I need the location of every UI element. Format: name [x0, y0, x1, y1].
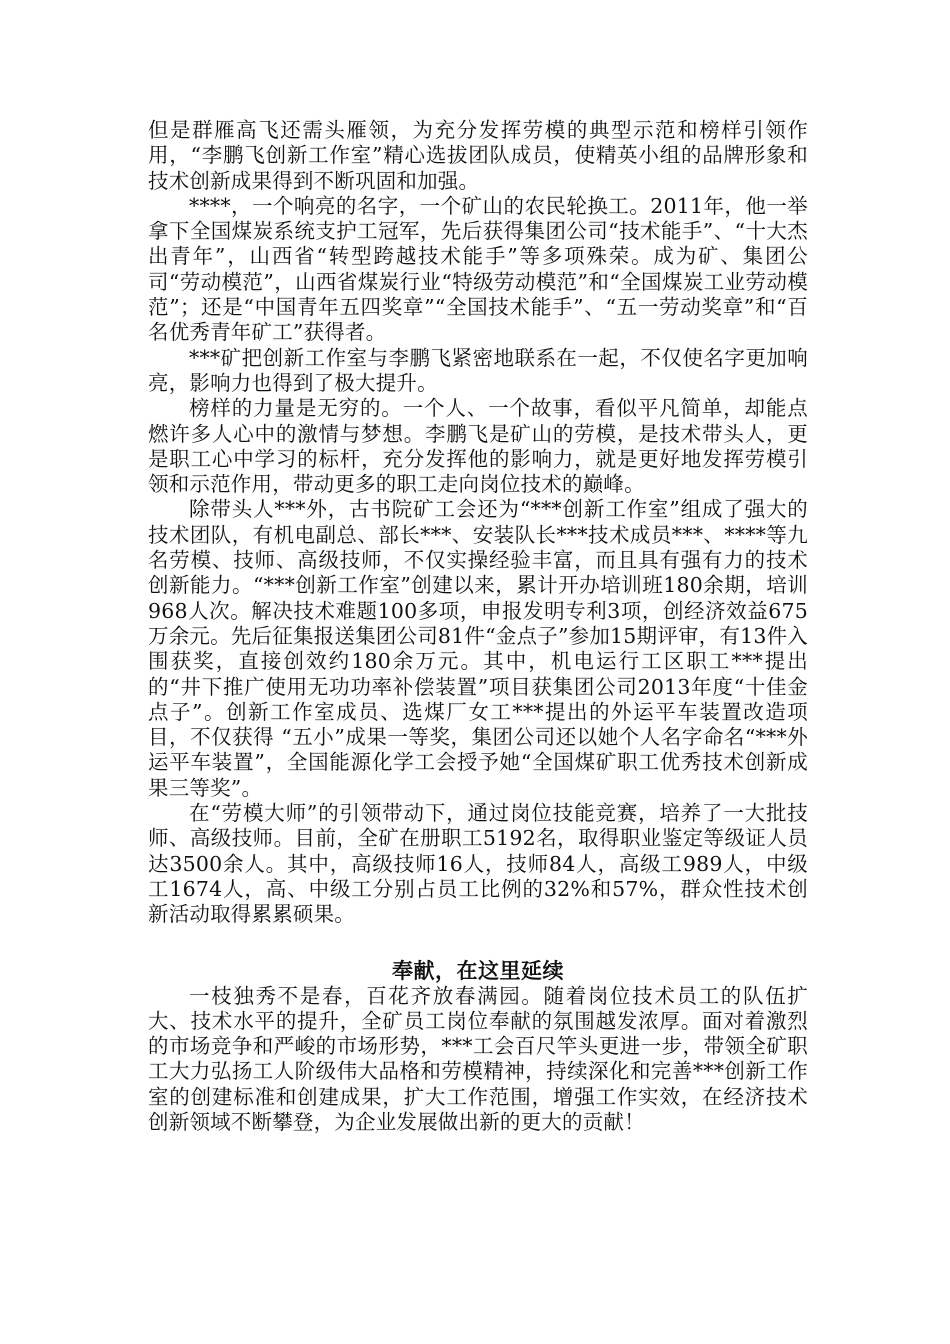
paragraph-skills-results: 在“劳模大师”的引领带动下，通过岗位技能竞赛，培养了一大批技师、高级技师。目前，全矿在册职工5192名，取得职业鉴定等级证人员达3500余人。其中，高级技师16人，技师84人，高级工989人，中级工1674人，高、中级工分别占员工比例的32%和57%，群众性技术创新活动取得累累硕果。: [148, 801, 808, 927]
document-page: [148, 118, 808, 1135]
paragraph-studio-link: ***矿把创新工作室与李鹏飞紧密地联系在一起，不仅使名字更加响亮，影响力也得到了极大提升。: [148, 345, 808, 395]
paragraph-dedication: 一枝独秀不是春，百花齐放春满园。随着岗位技术员工的队伍扩大、技术水平的提升，全矿员工岗位奉献的氛围越发浓厚。面对着激烈的市场竞争和严峻的市场形势，***工会百尺竿头更进一步，带领全矿职工大力弘扬工人阶级伟大品格和劳模精神，持续深化和完善***创新工作室的创建标准和创建成果，扩大工作范围，增强工作实效，在经济技术创新领域不断攀登，为企业发展做出新的更大的贡献！: [148, 983, 808, 1134]
section-title: 奉献，在这里延续: [392, 957, 564, 983]
section-spacer: [148, 928, 808, 958]
paragraph-profile: ****，一个响亮的名字，一个矿山的农民轮换工。2011年，他一举拿下全国煤炭系统支护工冠军，先后获得集团公司“技术能手”、“十大杰出青年”，山西省“转型跨越技术能手”等多项殊荣。成为矿、集团公司“劳动模范”，山西省煤炭行业“特级劳动模范”和“全国煤炭工业劳动模范”；还是“中国青年五四奖章”“全国技术能手”、“五一劳动奖章”和“百名优秀青年矿工”获得者。: [148, 193, 808, 345]
paragraph-role-model: 榜样的力量是无穷的。一个人、一个故事，看似平凡简单，却能点燃许多人心中的激情与梦想。李鹏飞是矿山的劳模，是技术带头人，更是职工心中学习的标杆，充分发挥他的影响力，就是更好地发挥劳模引领和示范作用，带动更多的职工走向岗位技术的巅峰。: [148, 396, 808, 497]
paragraph-leading-geese: 但是群雁高飞还需头雁领，为充分发挥劳模的典型示范和榜样引领作用，“李鹏飞创新工作室”精心选拔团队成员，使精英小组的品牌形象和技术创新成果得到不断巩固和加强。: [148, 118, 808, 193]
paragraph-technical-team: 除带头人***外，古书院矿工会还为“***创新工作室”组成了强大的技术团队，有机电副总、部长***、安装队长***技术成员***、****等九名劳模、技师、高级技师，不仅实操经验丰富，而且具有强有力的技术创新能力。“***创新工作室”创建以来，累计开办培训班180余期，培训968人次。解决技术难题100多项，申报发明专利3项，创经济效益675万余元。先后征集报送集团公司81件“金点子”参加15期评审，有13件入围获奖，直接创效约180余万元。其中，机电运行工区职工***提出的“井下推广使用无功功率补偿装置”项目获集团公司2013年度“十佳金点子”。创新工作室成员、选煤厂女工***提出的外运平车装置改造项目，不仅获得 “五小”成果一等奖，集团公司还以她个人名字命名“***外运平车装置”，全国能源化学工会授予她“全国煤矿职工优秀技术创新成果三等奖”。: [148, 497, 808, 800]
